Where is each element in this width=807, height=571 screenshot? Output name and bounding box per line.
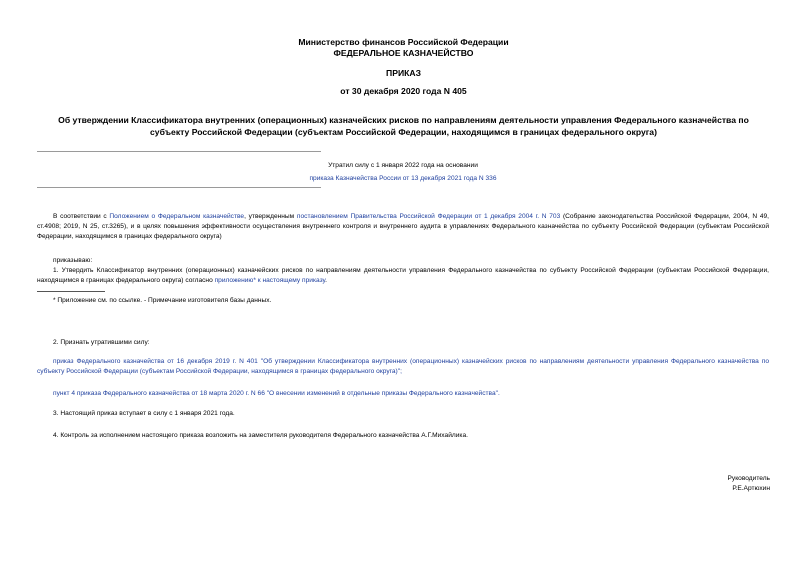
- preamble-text-3: (Собрание законодательства Российской Федерации, 2004, N 49, ст.4908; 2019, N 25, ст.3265), и в целях повышения эффективности осуществления внутреннего контроля и внутреннего аудита в управлениях Федерального казначейства по субъекту Российской Федерации (субъектам Российской Федерации, находящимся в границах федерального округа): [37, 213, 770, 241]
- repeal-order-link[interactable]: приказа Казначейства России от 13 декабря 2021 года N 336: [309, 175, 497, 183]
- repeal-text: Утратил силу с 1 января 2022 года на основании: [328, 162, 478, 169]
- item-1-end: .: [325, 277, 327, 285]
- document-type: ПРИКАЗ: [386, 68, 421, 78]
- preamble-paragraph: [37, 212, 769, 243]
- footnote: * Приложение см. по ссылке. - Примечание изготовителя базы данных.: [53, 297, 272, 304]
- signature-position: Руководитель: [727, 475, 770, 482]
- signature-name: Р.Е.Артюхин: [732, 485, 770, 492]
- repeal-note: [37, 161, 769, 184]
- document-title-line-2: субъекту Российской Федерации (субъектам Российской Федерации, находящимся в границах федерального округа): [150, 127, 657, 137]
- repealed-order-401-link[interactable]: приказ Федерального казначейства от 16 декабря 2019 г. N 401 "Об утверждении Классификатора внутренних (операционных) казначейских рисков по направлениям деятельности управления Федерального казначейства по субъекту Российской Федерации (субъектам Российской Федерации, находящимся в границах федерального округа)";: [37, 358, 769, 376]
- federal-treasury-regulation-link[interactable]: Положением о Федеральном казначействе: [109, 213, 245, 220]
- ministry-name: Министерство финансов Российской Федерации: [298, 37, 509, 47]
- document-title-line-1: Об утверждении Классификатора внутренних (операционных) казначейских рисков по направлениям деятельности управления Федерального казначейства по: [58, 115, 749, 125]
- item-1-text: 1. Утвердить Классификатор внутренних (операционных) казначейских рисков по направлениям деятельности управления Федерального казначейства по субъекту Российской Федерации (субъектам Российской Федерации, находящимся в границах федерального округа) согласно: [37, 267, 769, 285]
- item-2-title: 2. Признать утратившими силу:: [53, 339, 150, 346]
- repealed-order-66-link[interactable]: пункт 4 приказа Федерального казначейства от 18 марта 2020 г. N 66 "О внесении изменений в отдельные приказы Федерального казначейства".: [53, 390, 500, 397]
- preamble-text-1: В соответствии с: [53, 213, 110, 220]
- agency-name: ФЕДЕРАЛЬНОЕ КАЗНАЧЕЙСТВО: [333, 48, 474, 58]
- preamble-text-2: , утвержденным: [244, 213, 297, 220]
- item-4: 4. Контроль за исполнением настоящего приказа возложить на заместителя руководителя Федерального казначейства А.Г.Михайлика.: [53, 432, 468, 439]
- separator-top: [37, 151, 321, 152]
- government-decree-link[interactable]: постановлением Правительства Российской Федерации от 1 декабря 2004 г. N 703: [296, 213, 561, 220]
- document-date: от 30 декабря 2020 года N 405: [340, 86, 467, 96]
- footnote-rule: [37, 291, 105, 292]
- appendix-link[interactable]: приложению* к настоящему приказу: [214, 277, 326, 285]
- order-word: приказываю:: [53, 257, 93, 264]
- item-1: [37, 266, 769, 286]
- item-3: 3. Настоящий приказ вступает в силу с 1 января 2021 года.: [53, 410, 235, 417]
- separator-bottom: [37, 187, 321, 188]
